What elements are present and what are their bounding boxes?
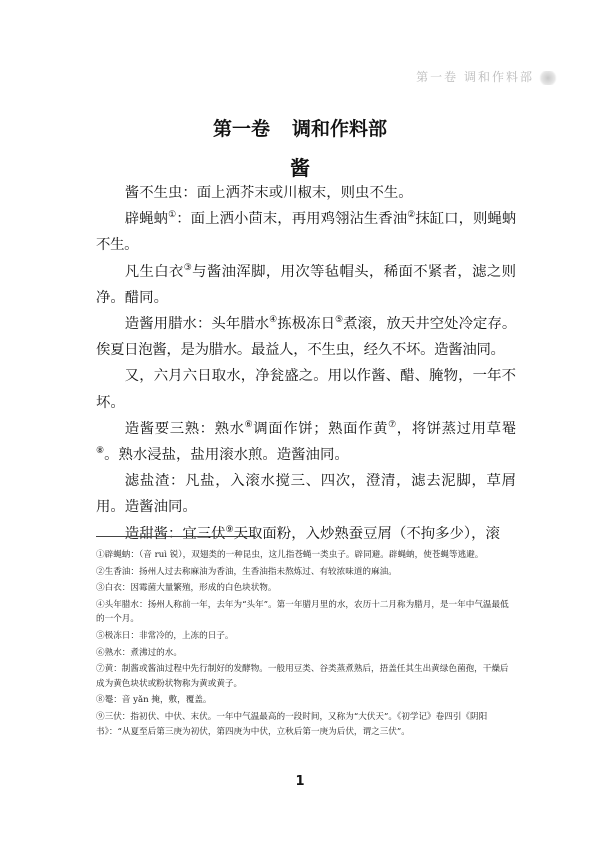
paragraph-text: 造酱要三熟：熟水: [124, 420, 245, 437]
chapter-title: [0, 114, 600, 141]
footnote-ref: ⑥: [244, 420, 254, 431]
footnote-ref: ⑨: [225, 524, 234, 535]
paragraph-text: 滤盐渣：凡盐，入滚水搅三、四次，澄清，滤去泥脚，草屑用。造酱油同。: [96, 473, 516, 516]
footnote-rule: [96, 536, 256, 537]
section-title: 酱: [290, 156, 310, 180]
page-number: 1: [295, 774, 305, 789]
body-paragraph: [96, 259, 516, 311]
chapter-name: 调和作料部: [292, 118, 388, 140]
footnote-item: ①辟蝇蚋：（音 ruì 锐），双翅类的一种昆虫，这儿指苍蝇一类虫子。辟同避。辟蝇蚋，使苍蝇等逃避。: [96, 550, 484, 560]
paragraph-text: 调面作饼；熟面作黄: [253, 420, 389, 437]
paragraph-text: 造甜酱：宜三伏: [124, 525, 226, 542]
paragraph-text: 煮滚，放天井空处冷定存。俟夏日泡酱，是为腊水。最益人，不生虫，经久不坏。造酱油同。: [96, 316, 516, 359]
running-head-text: 第一卷 调和作料部: [416, 70, 534, 84]
body-paragraph: [96, 206, 516, 258]
body-paragraph: [96, 180, 516, 206]
ink-blot-mark: [538, 71, 558, 85]
footnote-ref: ⑤: [335, 315, 344, 326]
body-paragraph: [96, 363, 516, 415]
footnote-item: ⑧罨：音 yǎn 掩，敷，覆盖。: [96, 695, 212, 706]
footnote-item: ④头年腊水：扬州人称前一年，去年为“头年”。第一年腊月里的水，农历十二月称为腊月，是一年中气温最低的一个月。: [96, 599, 509, 625]
body-paragraph: [96, 311, 516, 363]
paragraph-text: 与酱油浑脚，用次等毡帽头，稀面不紧者，滤之则净。醋同。: [96, 263, 516, 306]
footnote-item: ⑥熟水：煮沸过的水。: [96, 647, 182, 658]
body-paragraph: [96, 521, 516, 547]
paragraph-text: 酱不生虫：面上洒芥末或川椒末，则虫不生。: [124, 185, 413, 201]
footnote-ref: ②: [407, 210, 416, 221]
paragraph-text: 凡生白衣: [124, 263, 184, 280]
paragraph-text: ，将饼蒸过用草罨: [396, 420, 516, 437]
footnotes: [96, 548, 516, 741]
paragraph-text: 抹缸口，则蝇蚋不生。: [96, 211, 517, 254]
footnote-item: ②生香油：扬州人过去称麻油为香油，生香油指未熬炼过、有较浓味道的麻油。: [96, 566, 397, 577]
footnote-ref: ③: [183, 262, 193, 273]
paragraph-text: 又，六月六日取水，净瓮盛之。用以作酱、醋、腌物，一年不坏。: [96, 368, 516, 411]
footnote-item: ⑤极冻日：非常冷的，上冻的日子。: [96, 630, 234, 641]
paragraph-text: 。熟水浸盐，盐用滚水煎。造酱油同。: [104, 447, 349, 464]
paragraph-text: 拣极冻日: [277, 316, 335, 333]
paragraph-text: 造酱用腊水：头年腊水: [124, 316, 270, 333]
footnote-ref: ⑦: [388, 420, 397, 431]
paragraph-text: 天取面粉，入炒熟蚕豆屑（不拘多少），滚: [233, 525, 500, 542]
running-head: [416, 68, 558, 85]
footnote-item: ⑦黄：制酱或酱油过程中先行制好的发酵物。一般用豆类、谷类蒸煮熟后，捂盖任其生出黄绿色菌孢，干燥后成为黄色块状或粉状物称为黄或黄子。: [96, 664, 509, 689]
footnote-item: ⑨三伏：指初伏、中伏、末伏。一年中气温最高的一段时间，又称为“大伏天”。《初学记》卷四引《阴阳书》：“从夏至后第三庚为初伏，第四庚为中伏，立秋后第一庚为后伏，谓之三伏”。: [96, 711, 488, 737]
footnote-ref: ⑧: [96, 446, 105, 457]
body-paragraph: [96, 416, 516, 468]
body-paragraph: [96, 468, 516, 520]
footnote-ref: ①: [168, 210, 177, 221]
footnote-item: ③白衣：因霉菌大量繁殖，形成的白色块状物。: [96, 583, 277, 594]
paragraph-text: 辟蝇蚋: [124, 211, 169, 228]
body-text: [96, 180, 516, 547]
paragraph-text: ：面上洒小茴末，再用鸡翎沾生香油: [176, 211, 408, 228]
footnote-ref: ④: [269, 315, 278, 326]
chapter-label: 第一卷: [212, 118, 270, 140]
